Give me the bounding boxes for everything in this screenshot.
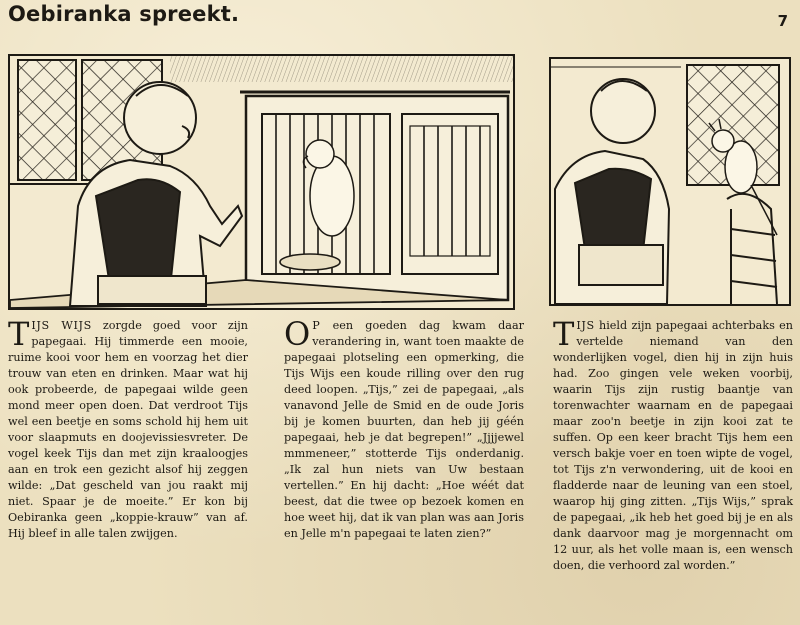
page-title: Oebiranka spreekt. [8,2,240,26]
lead-word: P [312,319,321,332]
story-column-3 [553,315,793,574]
drop-cap: T [553,315,575,353]
comic-panel-left [8,54,515,310]
illustration-man-and-caged-parrot [10,56,513,308]
story-column-1 [8,315,248,542]
drop-cap: O [284,315,311,353]
page-number: 7 [777,12,788,30]
story-paragraph [8,315,248,542]
illustration-man-and-perched-parrot [551,59,789,304]
paragraph-text: zorgde goed voor zijn papegaai. Hij timmerde een mooie, ruime kooi voor hem en voorzag het dier trouw van eten en drinken. Maar wat hij ook probeerde, de papegaai wilde geen mond meer open doen. Dat verdroot Tijs wel een beetje en soms schold hij hem uit voor slaapmuts en doojevissiesvreter. De vogel keek Tijs dan met zijn kraaloogjes aan en trok een gezicht alsof hij zeggen wilde: „Dat gescheld van jou raakt mij niet. Spaar je de moeite.” Er kon bij Oebiranka geen „koppie-krauw” van af. Hij bleef in alle talen zwijgen. [8,319,248,540]
story-paragraph [553,315,793,574]
paragraph-text: hield zijn papegaai achterbaks en vertelde niemand van den wonderlijken vogel, dien hij in zijn huis had. Zoo gingen vele weken voorbij, waarin Tijs zijn rustig baantje van torenwachter waarnam en de papegaai maar zoo'n beetje in zijn kooi zat te suffen. Op een keer bracht Tijs hem een versch bakje voer en toen wipte de vogel, tot Tijs z'n verwondering, uit de kooi en fladderde naar de leuning van een stoel, waarop hij ging zitten. „Tijs Wijs,” sprak de papegaai, „ik heb het goed bij je en als dank daarvoor mag je morgennacht om 12 uur, als het volle maan is, een wensch doen, die verhoord zal worden.” [553,319,793,572]
story-column-2 [284,315,524,542]
paragraph-text: een goeden dag kwam daar verandering in, want toen maakte de papegaai plotseling een opmerking, die Tijs Wijs een koude rilling over den rug deed loopen. „Tijs,” zei de papegaai, „als vanavond Jelle de Smid en de oude Joris bij je komen buurten, dan heb jij géén papegaai, heb je dat begrepen!” „Jjjjewel mmmeneer,” stotterde Tijs onderdanig. „Ik zal hun niets van Uw bestaan vertellen.” En hij dacht: „Hoe wéét dat beest, dat die twee op bezoek komen en hoe weet hij, dat ik van plan was aan Joris en Jelle m'n papegaai te laten zien?” [284,319,524,540]
lead-word: IJS WIJS [31,319,92,332]
comic-panel-right [549,57,791,306]
lead-word: IJS [576,319,595,332]
drop-cap: T [8,315,30,353]
story-paragraph [284,315,524,542]
